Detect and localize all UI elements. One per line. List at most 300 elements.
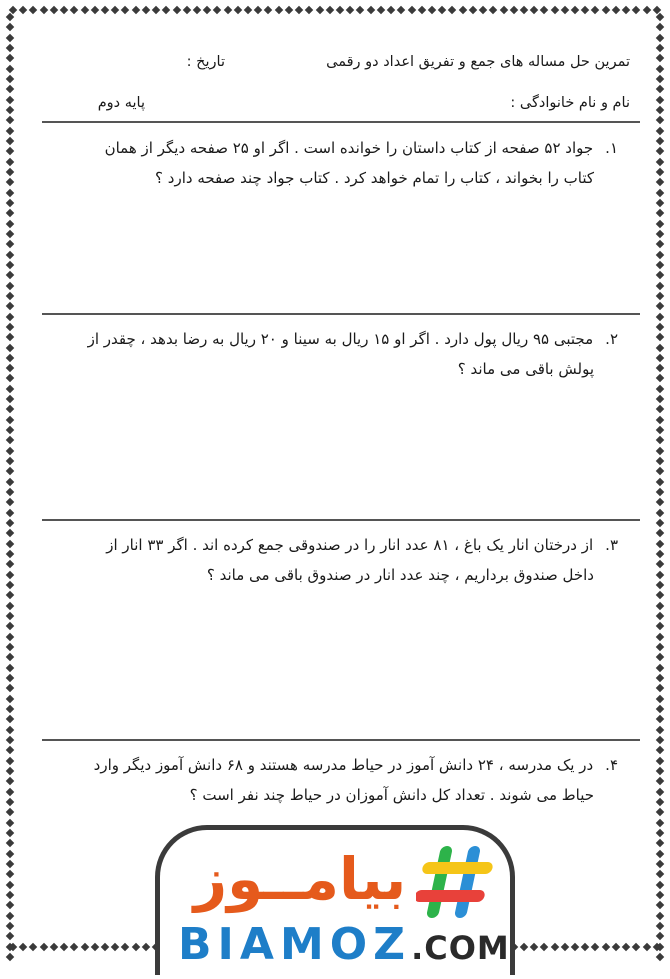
diamond-ornament [656,818,664,826]
diamond-ornament [656,95,664,103]
diamond-ornament [6,126,14,134]
problem-text: مجتبی ۹۵ ریال پول دارد . اگر او ۱۵ ریال به سینا و ۲۰ ریال به رضا بدهد ، چقدر از [87,330,594,348]
diamond-ornament [656,684,664,692]
diamond-ornament [591,6,599,14]
diamond-ornament [656,622,664,630]
diamond-ornament [6,405,14,413]
diamond-ornament [6,199,14,207]
diamond-ornament [550,6,558,14]
worksheet-title: تمرین حل مساله های جمع و تفریق اعداد دو رقمی [326,54,630,70]
diamond-ornament [80,943,88,951]
problem-text: جواد ۵۲ صفحه از کتاب داستان را خوانده است . اگر او ۲۵ صفحه دیگر از همان [104,139,594,157]
diamond-ornament [642,6,650,14]
diamond-ornament [656,632,664,640]
diamond-ornament [6,767,14,775]
problem-number: ۳. [605,536,618,554]
diamond-ornament [131,943,139,951]
diamond-ornament [656,188,664,196]
diamond-ornament [530,943,538,951]
diamond-ornament [305,6,313,14]
diamond-ornament [6,901,14,909]
problem-4 [56,750,618,810]
problem-1 [56,133,618,193]
diamond-ornament [6,240,14,248]
diamond-ornament [656,302,664,310]
diamond-ornament [6,364,14,372]
diamond-ornament [561,6,569,14]
diamond-ornament [254,6,262,14]
diamond-ornament [656,612,664,620]
diamond-ornament [6,13,14,21]
diamond-ornament [656,323,664,331]
diamond-ornament [656,364,664,372]
diamond-ornament [29,943,37,951]
diamond-ornament [448,6,456,14]
diamond-ornament [656,860,664,868]
diamond-ornament [479,6,487,14]
diamond-ornament [656,168,664,176]
diamond-ornament [561,943,569,951]
diamond-ornament [223,6,231,14]
diamond-ornament [142,943,150,951]
diamond-ornament [656,478,664,486]
diamond-ornament [520,943,528,951]
diamond-ornament [656,891,664,899]
diamond-ornament [387,6,395,14]
diamond-ornament [6,870,14,878]
diamond-ornament [6,643,14,651]
diamond-ornament [6,922,14,930]
diamond-ornament [656,550,664,558]
logo-latin-text [178,920,510,979]
diamond-ornament [656,426,664,434]
diamond-ornament [489,6,497,14]
diamond-ornament [656,116,664,124]
problem-3 [56,530,618,590]
diamond-ornament [581,6,589,14]
diamond-ornament [91,6,99,14]
diamond-ornament [656,436,664,444]
grade-label: پایه دوم [97,95,145,111]
divider [42,313,640,315]
diamond-ornament [6,374,14,382]
diamond-ornament [6,860,14,868]
diamond-ornament [6,798,14,806]
diamond-ornament [6,23,14,31]
diamond-ornament [6,385,14,393]
diamond-ornament [6,601,14,609]
diamond-ornament [6,426,14,434]
diamond-ornament [656,746,664,754]
diamond-ornament [6,354,14,362]
diamond-ornament [656,787,664,795]
diamond-ornament [656,953,664,961]
diamond-ornament [612,6,620,14]
diamond-ornament [80,6,88,14]
diamond-ornament [6,942,14,950]
diamond-ornament [6,519,14,527]
diamond-ornament [656,901,664,909]
diamond-ornament [656,694,664,702]
diamond-ornament [213,6,221,14]
diamond-ornament [656,880,664,888]
diamond-ornament [203,6,211,14]
diamond-ornament [6,137,14,145]
diamond-ornament [6,467,14,475]
diamond-ornament [656,725,664,733]
diamond-ornament [656,354,664,362]
diamond-ornament [6,44,14,52]
diamond-ornament [656,281,664,289]
diamond-ornament [656,581,664,589]
diamond-ornament [6,705,14,713]
problem-number: ۲. [605,330,618,348]
diamond-ornament [656,488,664,496]
diamond-ornament [656,591,664,599]
diamond-ornament [656,23,664,31]
diamond-ornament [285,6,293,14]
diamond-ornament [6,560,14,568]
diamond-ornament [656,219,664,227]
diamond-ornament [142,6,150,14]
diamond-ornament [656,157,664,165]
diamond-ornament [6,591,14,599]
diamond-ornament [111,943,119,951]
diamond-ornament [60,943,68,951]
problem-text: حیاط می شوند . تعداد کل دانش آموزان در حیاط چند نفر است ؟ [189,786,594,804]
diamond-ornament [397,6,405,14]
diamond-ornament [656,457,664,465]
biamoz-logo [155,825,515,975]
problem-text: داخل صندوق برداریم ، چند عدد انار در صندوق باقی می ماند ؟ [206,566,594,584]
diamond-ornament [656,767,664,775]
diamond-ornament [656,385,664,393]
diamond-ornament [6,725,14,733]
diamond-ornament [656,416,664,424]
diamond-ornament [6,550,14,558]
diamond-ornament [656,849,664,857]
diamond-ornament [656,839,664,847]
diamond-ornament [326,6,334,14]
diamond-ornament [656,601,664,609]
diamond-ornament [6,829,14,837]
diamond-ornament [377,6,385,14]
diamond-ornament [6,416,14,424]
diamond-ornament [6,808,14,816]
diamond-ornament [656,539,664,547]
diamond-ornament [6,436,14,444]
diamond-ornament [656,271,664,279]
problem-text: از درختان انار یک باغ ، ۸۱ عدد انار را در صندوقی جمع کرده اند . اگر ۳۳ انار از [106,536,594,554]
diamond-ornament [6,333,14,341]
diamond-ornament [656,333,664,341]
diamond-ornament [6,75,14,83]
diamond-ornament [656,261,664,269]
diamond-ornament [6,674,14,682]
diamond-ornament [6,54,14,62]
diamond-ornament [656,395,664,403]
diamond-ornament [182,6,190,14]
diamond-ornament [601,943,609,951]
diamond-ornament [656,240,664,248]
diamond-ornament [70,943,78,951]
diamond-ornament [274,6,282,14]
diamond-ornament [656,85,664,93]
diamond-ornament [6,292,14,300]
diamond-ornament [656,230,664,238]
diamond-ornament [6,953,14,961]
diamond-ornament [6,581,14,589]
diamond-ornament [581,943,589,951]
diamond-ornament [656,199,664,207]
diamond-ornament [656,44,664,52]
diamond-ornament [6,570,14,578]
diamond-ornament [6,622,14,630]
diamond-ornament [39,943,47,951]
diamond-ornament [656,498,664,506]
diamond-ornament [264,6,272,14]
diamond-ornament [656,808,664,816]
diamond-ornament [19,6,27,14]
diamond-ornament [6,168,14,176]
logo-persian-text: بیامــوز [193,845,407,913]
divider [42,739,640,741]
diamond-ornament [346,6,354,14]
diamond-ornament [6,694,14,702]
diamond-ornament [6,818,14,826]
diamond-ornament [6,188,14,196]
diamond-ornament [101,943,109,951]
diamond-ornament [656,798,664,806]
diamond-ornament [315,6,323,14]
diamond-ornament [6,777,14,785]
diamond-ornament [50,943,58,951]
problem-number: ۴. [605,756,618,774]
diamond-ornament [172,6,180,14]
diamond-ornament [656,312,664,320]
diamond-ornament [6,281,14,289]
diamond-ornament [6,106,14,114]
diamond-ornament [656,519,664,527]
diamond-ornament [6,116,14,124]
diamond-ornament [60,6,68,14]
diamond-ornament [6,684,14,692]
diamond-ornament [509,6,517,14]
diamond-ornament [91,943,99,951]
diamond-ornament [6,839,14,847]
diamond-ornament [407,6,415,14]
diamond-ornament [6,178,14,186]
diamond-ornament [356,6,364,14]
diamond-ornament [656,343,664,351]
diamond-ornament [656,911,664,919]
diamond-ornament [520,6,528,14]
diamond-ornament [6,539,14,547]
diamond-ornament [656,54,664,62]
diamond-ornament [571,6,579,14]
hashtag-icon [416,842,496,922]
diamond-ornament [622,943,630,951]
diamond-ornament [336,6,344,14]
diamond-ornament [6,612,14,620]
diamond-ornament [656,178,664,186]
diamond-ornament [571,943,579,951]
diamond-ornament [656,653,664,661]
diamond-ornament [6,880,14,888]
diamond-ornament [540,943,548,951]
diamond-ornament [111,6,119,14]
diamond-ornament [438,6,446,14]
diamond-ornament [6,302,14,310]
diamond-ornament [656,209,664,217]
problem-text: در یک مدرسه ، ۲۴ دانش آموز در حیاط مدرسه هستند و ۶۸ دانش آموز دیگر وارد [93,756,594,774]
diamond-ornament [656,33,664,41]
diamond-ornament [6,632,14,640]
diamond-ornament [656,405,664,413]
diamond-ornament [6,478,14,486]
diamond-ornament [550,943,558,951]
diamond-ornament [428,6,436,14]
diamond-ornament [162,6,170,14]
diamond-ornament [656,529,664,537]
diamond-ornament [6,64,14,72]
diamond-ornament [6,488,14,496]
diamond-ornament [656,137,664,145]
problem-number: ۱. [605,139,618,157]
diamond-ornament [612,943,620,951]
diamond-ornament [656,663,664,671]
diamond-ornament [244,6,252,14]
diamond-ornament [6,261,14,269]
diamond-ornament [656,674,664,682]
diamond-ornament [193,6,201,14]
diamond-ornament [656,64,664,72]
diamond-ornament [656,126,664,134]
diamond-ornament [6,271,14,279]
diamond-ornament [121,943,129,951]
diamond-ornament [50,6,58,14]
diamond-ornament [29,6,37,14]
diamond-ornament [6,653,14,661]
diamond-ornament [656,777,664,785]
divider [42,519,640,521]
diamond-ornament [656,447,664,455]
diamond-ornament [6,250,14,258]
diamond-ornament [656,932,664,940]
border-top [10,4,660,16]
diamond-ornament [6,219,14,227]
diamond-ornament [70,6,78,14]
diamond-ornament [39,6,47,14]
diamond-ornament [632,943,640,951]
diamond-ornament [469,6,477,14]
diamond-ornament [656,922,664,930]
diamond-ornament [656,75,664,83]
diamond-ornament [152,6,160,14]
diamond-ornament [6,849,14,857]
diamond-ornament [6,343,14,351]
diamond-ornament [19,943,27,951]
diamond-ornament [591,943,599,951]
diamond-ornament [458,6,466,14]
diamond-ornament [6,85,14,93]
diamond-ornament [6,891,14,899]
diamond-ornament [642,943,650,951]
border-left [4,14,16,961]
problem-2 [56,324,618,384]
diamond-ornament [6,395,14,403]
diamond-ornament [656,756,664,764]
diamond-ornament [656,560,664,568]
diamond-ornament [6,95,14,103]
diamond-ornament [632,6,640,14]
diamond-ornament [131,6,139,14]
diamond-ornament [234,6,242,14]
diamond-ornament [6,736,14,744]
logo-dotcom: .COM [411,929,510,967]
diamond-ornament [6,323,14,331]
diamond-ornament [622,6,630,14]
diamond-ornament [6,498,14,506]
problem-text: کتاب را بخواند ، کتاب را تمام خواهد کرد . کتاب جواد چند صفحه دارد ؟ [155,169,594,187]
diamond-ornament [6,457,14,465]
problem-text: پولش باقی می ماند ؟ [457,360,594,378]
diamond-ornament [295,6,303,14]
diamond-ornament [6,715,14,723]
diamond-ornament [656,509,664,517]
diamond-ornament [540,6,548,14]
date-label: تاریخ : [186,54,225,70]
diamond-ornament [6,756,14,764]
diamond-ornament [101,6,109,14]
diamond-ornament [656,715,664,723]
diamond-ornament [656,829,664,837]
diamond-ornament [656,292,664,300]
diamond-ornament [6,157,14,165]
diamond-ornament [656,467,664,475]
diamond-ornament [656,13,664,21]
diamond-ornament [6,663,14,671]
diamond-ornament [656,147,664,155]
diamond-ornament [6,529,14,537]
diamond-ornament [499,6,507,14]
diamond-ornament [6,312,14,320]
divider [42,121,640,123]
diamond-ornament [656,374,664,382]
border-right [654,14,666,961]
diamond-ornament [6,33,14,41]
diamond-ornament [656,570,664,578]
diamond-ornament [601,6,609,14]
diamond-ornament [530,6,538,14]
name-label: نام و نام خانوادگی : [510,95,630,111]
diamond-ornament [6,447,14,455]
diamond-ornament [6,209,14,217]
diamond-ornament [656,250,664,258]
diamond-ornament [366,6,374,14]
diamond-ornament [656,705,664,713]
diamond-ornament [418,6,426,14]
diamond-ornament [6,147,14,155]
diamond-ornament [6,746,14,754]
diamond-ornament [121,6,129,14]
diamond-ornament [656,106,664,114]
diamond-ornament [656,643,664,651]
diamond-ornament [6,230,14,238]
diamond-ornament [656,870,664,878]
diamond-ornament [6,932,14,940]
diamond-ornament [656,736,664,744]
